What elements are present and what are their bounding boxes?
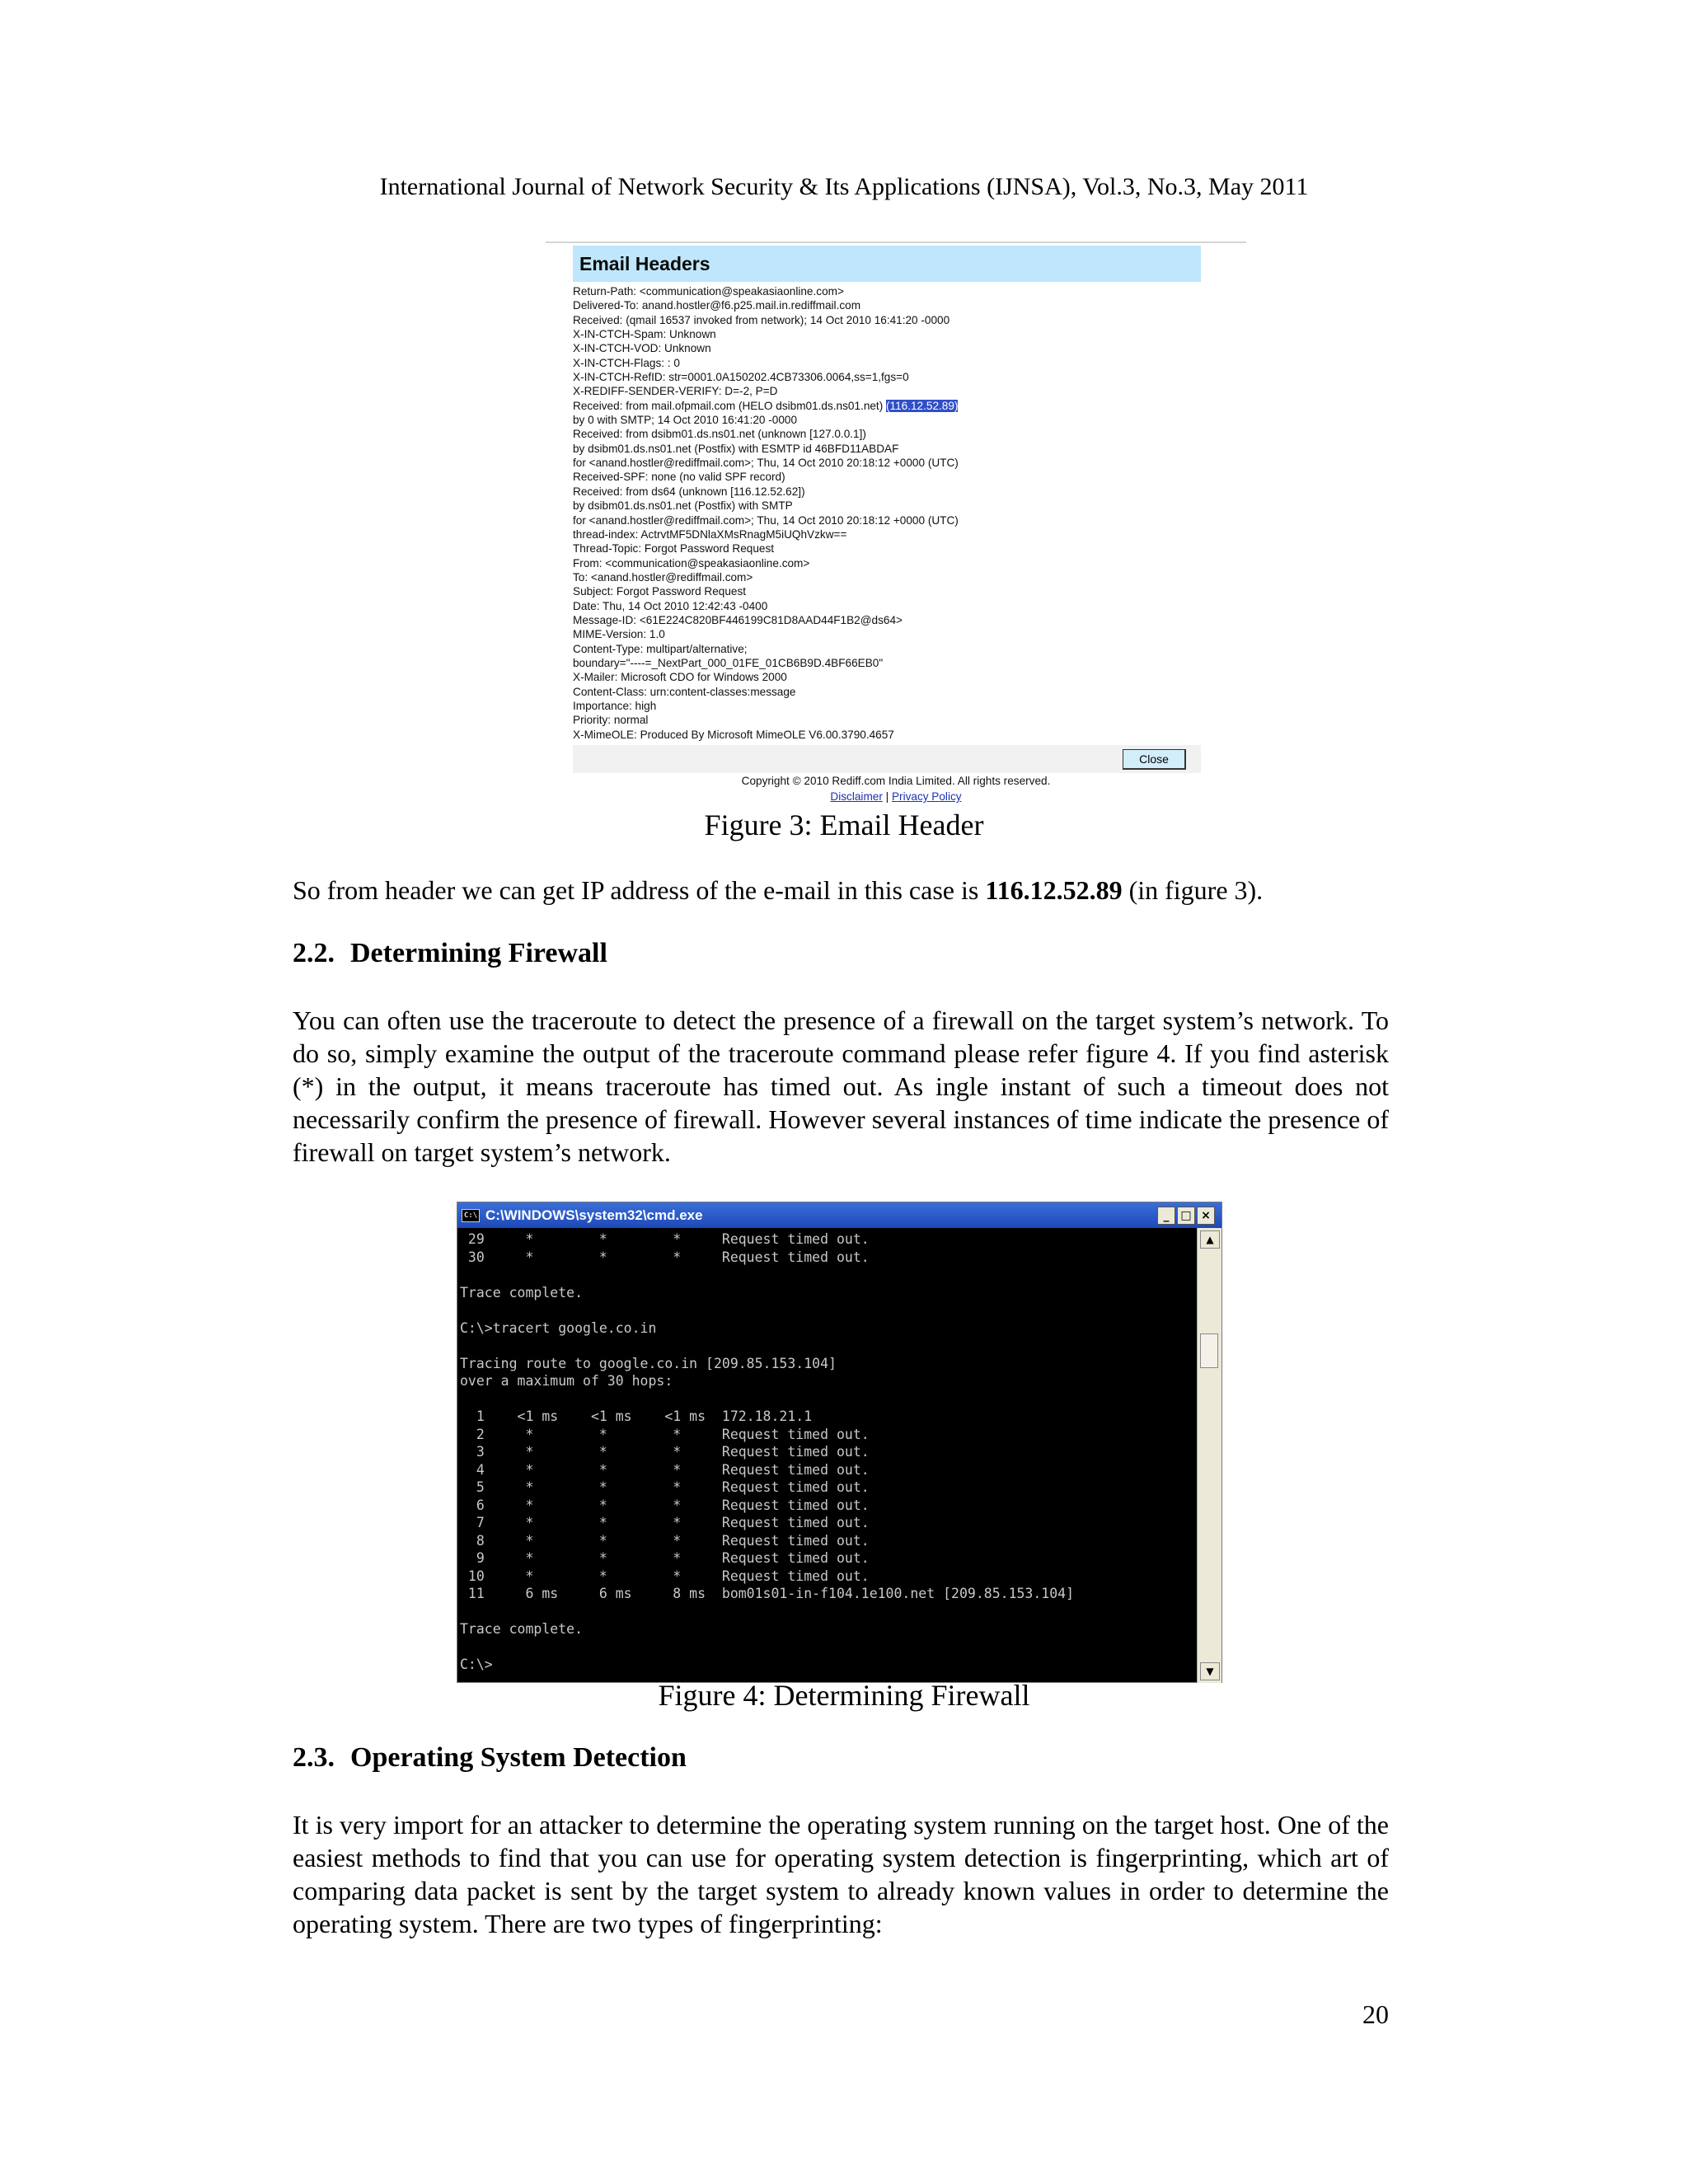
header-line: boundary="----=_NextPart_000_01FE_01CB6B9D.4BF66EB0"	[573, 656, 884, 669]
console-line: 7 * * * Request timed out.	[460, 1515, 870, 1530]
header-line: Received: from dsibm01.ds.ns01.net (unknown [127.0.0.1])	[573, 428, 866, 441]
console-line: 11 6 ms 6 ms 8 ms bom01s01-in-f104.1e100.net [209.85.153.104]	[460, 1586, 1075, 1601]
header-line: thread-index: ActrvtMF5DNlaXMsRnagM5iUQhVzkw==	[573, 527, 847, 541]
console-line: over a maximum of 30 hops:	[460, 1373, 673, 1389]
header-line: X-IN-CTCH-VOD: Unknown	[573, 342, 711, 355]
header-line: To: <anand.hostler@rediffmail.com>	[573, 570, 753, 583]
console-line: Trace complete.	[460, 1284, 584, 1301]
scroll-down-icon[interactable]: ▼	[1200, 1662, 1220, 1680]
header-line: Received: (qmail 16537 invoked from network); 14 Oct 2010 16:41:20 -0000	[573, 313, 950, 326]
console-line: 2 * * * Request timed out.	[460, 1426, 870, 1442]
console-line: 4 * * * Request timed out.	[460, 1461, 870, 1478]
header-line: Received: from ds64 (unknown [116.12.52.62])	[573, 485, 805, 498]
console-line: Tracing route to google.co.in [209.85.153.104]	[460, 1355, 837, 1371]
header-line: for <anand.hostler@rediffmail.com>; Thu, 14 Oct 2010 20:18:12 +0000 (UTC)	[573, 457, 959, 470]
cmd-title-bar[interactable]	[457, 1202, 1221, 1228]
scrollbar-thumb[interactable]	[1200, 1333, 1218, 1368]
vertical-scrollbar[interactable]	[1197, 1228, 1221, 1683]
header-line: From: <communication@speakasiaonline.com>	[573, 556, 810, 569]
maximize-icon[interactable]: □	[1177, 1207, 1195, 1225]
header-line: Content-Class: urn:content-classes:message	[573, 685, 796, 698]
figure-3-caption: Figure 3: Email Header	[704, 808, 984, 841]
paragraph-firewall: You can often use the traceroute to detect the presence of a firewall on the target system’s network. To do so, simply examine the output of the traceroute command please refer figure 4. If you find asterisk (*) in the output, it means traceroute has timed out. As ingle instant of such a timeout does not necessarily confirm the presence of firewall. However several instances of time indicate the presence of firewall on target system’s network.	[293, 1005, 1389, 1167]
privacy-policy-link[interactable]: Privacy Policy	[891, 790, 962, 803]
minimize-icon[interactable]: _	[1157, 1207, 1175, 1225]
header-line: Priority: normal	[573, 714, 649, 727]
copyright-notice: Copyright © 2010 Rediff.com India Limited. All rights reserved.	[741, 775, 1051, 787]
ip-address-bold: 116.12.52.89	[985, 875, 1123, 905]
header-line: Date: Thu, 14 Oct 2010 12:42:43 -0400	[573, 599, 768, 612]
email-headers-title: Email Headers	[573, 246, 1201, 282]
console-line: C:\>	[460, 1657, 493, 1672]
paragraph-text: (in figure 3).	[1122, 875, 1264, 905]
figure-divider	[546, 241, 1246, 243]
received-header-line	[573, 399, 1201, 413]
header-line: by 0 with SMTP; 14 Oct 2010 16:41:20 -0000	[573, 414, 798, 427]
console-line	[460, 1390, 1196, 1408]
header-line: by dsibm01.ds.ns01.net (Postfix) with ESMTP id 46BFD11ABDAF	[573, 442, 899, 455]
section-number: 2.2.	[293, 938, 335, 968]
header-line: X-IN-CTCH-Flags: : 0	[573, 356, 680, 369]
header-line: MIME-Version: 1.0	[573, 628, 665, 641]
header-line: Subject: Forgot Password Request	[573, 585, 747, 598]
console-output[interactable]	[457, 1228, 1196, 1683]
window-title: C:\WINDOWS\system32\cmd.exe	[485, 1207, 703, 1223]
console-line: 1 <1 ms <1 ms <1 ms 172.18.21.1	[460, 1408, 813, 1424]
console-line	[460, 1603, 1196, 1621]
header-line: X-REDIFF-SENDER-VERIFY: D=-2, P=D	[573, 385, 778, 398]
header-line: Content-Type: multipart/alternative;	[573, 642, 748, 655]
console-line: 30 * * * Request timed out.	[460, 1249, 870, 1265]
close-button[interactable]: Close	[1123, 749, 1186, 770]
header-line: X-MimeOLE: Produced By Microsoft MimeOLE V6.00.3790.4657	[573, 728, 894, 741]
highlighted-ip-address: (116.12.52.89)	[886, 399, 959, 412]
console-line: 3 * * * Request timed out.	[460, 1444, 870, 1460]
figure-4-caption: Figure 4: Determining Firewall	[658, 1679, 1030, 1712]
email-headers-footer	[573, 745, 1201, 773]
figure-3-email-header	[546, 241, 1246, 810]
cmd-prompt-icon: C:\	[462, 1209, 480, 1222]
header-line: for <anand.hostler@rediffmail.com>; Thu, 14 Oct 2010 20:18:12 +0000 (UTC)	[573, 513, 959, 527]
console-line: 29 * * * Request timed out.	[460, 1231, 870, 1247]
console-line: 8 * * * Request timed out.	[460, 1532, 870, 1549]
received-prefix: Received: from mail.ofpmail.com (HELO dsibm01.ds.ns01.net)	[573, 399, 887, 412]
console-line: Trace complete.	[460, 1621, 584, 1637]
section-heading-2-2	[293, 938, 607, 969]
header-line: Importance: high	[573, 699, 657, 712]
header-line: Return-Path: <communication@speakasiaonline.com>	[573, 285, 844, 298]
header-line: by dsibm01.ds.ns01.net (Postfix) with SMTP	[573, 499, 793, 513]
email-headers-panel	[573, 246, 1201, 773]
close-icon[interactable]: ×	[1197, 1207, 1215, 1225]
footer-links	[546, 790, 1246, 803]
console-line: 9 * * * Request timed out.	[460, 1550, 870, 1566]
header-line: X-Mailer: Microsoft CDO for Windows 2000	[573, 671, 787, 684]
console-line	[460, 1337, 1196, 1355]
section-heading-2-3	[293, 1742, 687, 1774]
email-header-lines	[573, 284, 1201, 742]
console-line	[460, 1266, 1196, 1284]
paragraph-text: So from header we can get IP address of the e-mail in this case is	[293, 875, 986, 905]
header-line: Delivered-To: anand.hostler@f6.p25.mail.in.rediffmail.com	[573, 299, 861, 312]
figure-4-cmd-window	[457, 1202, 1222, 1683]
console-line: 5 * * * Request timed out.	[460, 1479, 870, 1495]
paragraph-ip-address	[293, 874, 1389, 907]
header-line: Thread-Topic: Forgot Password Request	[573, 542, 775, 555]
console-line	[460, 1638, 1196, 1657]
header-line: X-IN-CTCH-Spam: Unknown	[573, 328, 716, 341]
console-line	[460, 1301, 1196, 1319]
header-line: Message-ID: <61E224C820BF446199C81D8AAD44F1B2@ds64>	[573, 613, 903, 626]
link-separator: |	[882, 790, 892, 803]
section-title: Determining Firewall	[350, 938, 607, 968]
journal-running-header: International Journal of Network Security & Its Applications (IJNSA), Vol.3, No.3, May 2011	[379, 173, 1309, 200]
section-number: 2.3.	[293, 1742, 335, 1773]
paragraph-os-detection: It is very import for an attacker to determine the operating system running on the target host. One of the easiest methods to find that you can use for operating system detection is fingerprinting, which art of comparing data packet is sent by the target system to already known values in order to determine the operating system. There are two types of fingerprinting:	[293, 1810, 1389, 1938]
console-line: 6 * * * Request timed out.	[460, 1497, 870, 1513]
scroll-up-icon[interactable]: ▲	[1200, 1230, 1220, 1249]
section-title: Operating System Detection	[350, 1742, 687, 1773]
console-line: C:\>tracert google.co.in	[460, 1319, 657, 1336]
header-line: Received-SPF: none (no valid SPF record)	[573, 471, 785, 484]
page-number: 20	[1362, 1999, 1389, 2029]
header-line: X-IN-CTCH-RefID: str=0001.0A150202.4CB73306.0064,ss=1,fgs=0	[573, 371, 909, 384]
console-line: 10 * * * Request timed out.	[460, 1568, 870, 1584]
disclaimer-link[interactable]: Disclaimer	[830, 790, 883, 803]
